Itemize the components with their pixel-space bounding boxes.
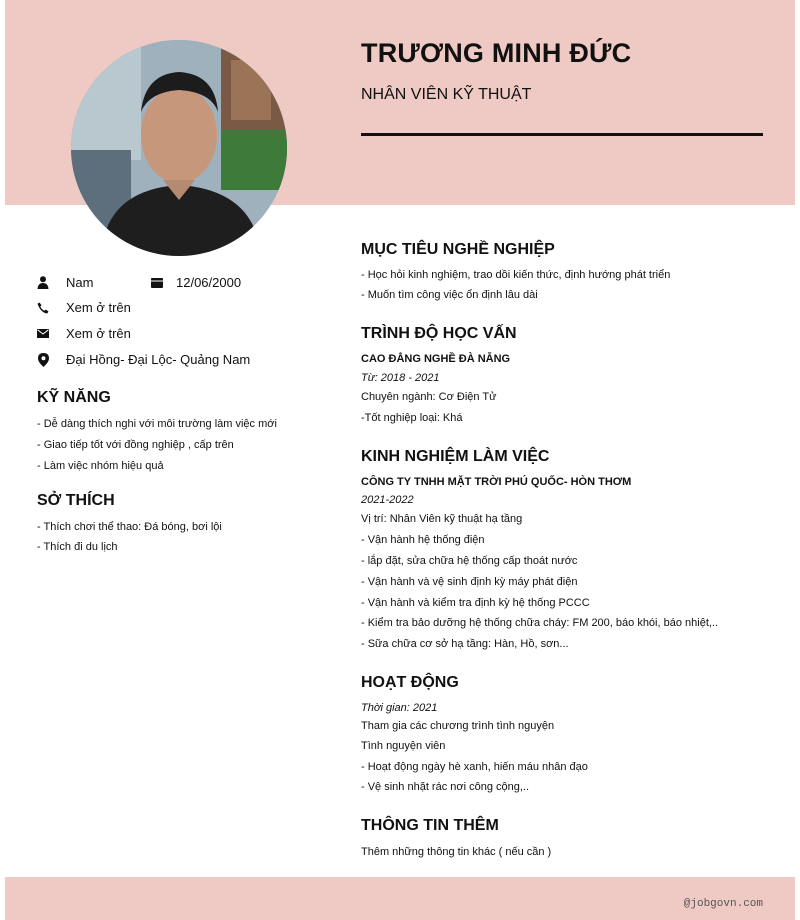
activity-item: - Hoạt động ngày hè xanh, hiến máu nhân đạo bbox=[361, 761, 588, 773]
activity-item: - Vệ sinh nhặt rác nơi công cộng,.. bbox=[361, 781, 530, 793]
header-divider bbox=[361, 133, 763, 136]
objective-title: MỤC TIÊU NGHỀ NGHIỆP bbox=[361, 241, 555, 258]
activity-item: Tình nguyện viên bbox=[361, 740, 446, 752]
watermark: @jobgovn.com bbox=[683, 898, 763, 910]
skill-item: - Giao tiếp tốt với đồng nghiệp , cấp trên bbox=[37, 439, 234, 451]
skill-item: - Làm việc nhóm hiệu quả bbox=[37, 460, 164, 472]
duty-item: - Vận hành hệ thống điện bbox=[361, 534, 485, 546]
duty-item: - Sữa chữa cơ sở hạ tầng: Hàn, Hồ, sơn... bbox=[361, 638, 569, 650]
skills-title: KỸ NĂNG bbox=[37, 389, 111, 406]
school-name: CAO ĐẲNG NGHỀ ĐÀ NẴNG bbox=[361, 353, 511, 365]
activities-period: Thời gian: 2021 bbox=[361, 702, 438, 714]
birthday-value: 12/06/2000 bbox=[176, 275, 242, 290]
email-value: Xem ở trên bbox=[66, 326, 131, 341]
education-title: TRÌNH ĐỘ HỌC VẤN bbox=[361, 325, 517, 342]
education-major: Chuyên ngành: Cơ Điện Tử bbox=[361, 391, 497, 403]
extra-info-text: Thêm những thông tin khác ( nếu cần ) bbox=[361, 846, 552, 858]
address-value: Đại Hồng- Đại Lộc- Quảng Nam bbox=[66, 352, 251, 367]
experience-position: Vị trí: Nhân Viên kỹ thuật hạ tầng bbox=[361, 513, 523, 525]
profile-photo bbox=[71, 40, 287, 256]
experience-title: KINH NGHIỆM LÀM VIỆC bbox=[361, 448, 550, 465]
skill-item: - Dễ dàng thích nghi với môi trường làm việc mới bbox=[37, 418, 277, 430]
birthday-row bbox=[150, 275, 241, 290]
duty-item: - Vận hành và kiểm tra định kỳ hệ thống PCCC bbox=[361, 597, 590, 609]
duty-item: - lắp đặt, sửa chữa hệ thống cấp thoát nước bbox=[361, 555, 578, 567]
map-pin-icon bbox=[36, 353, 50, 367]
education-period: Từ: 2018 - 2021 bbox=[361, 372, 440, 384]
gender-value: Nam bbox=[66, 275, 94, 290]
email-row bbox=[36, 326, 131, 341]
hobbies-title: SỞ THÍCH bbox=[37, 492, 115, 509]
job-title: NHÂN VIÊN KỸ THUẬT bbox=[361, 86, 532, 103]
calendar-icon bbox=[150, 276, 164, 290]
phone-value: Xem ở trên bbox=[66, 300, 131, 315]
company-name: CÔNG TY TNHH MẶT TRỜI PHÚ QUỐC- HÒN THƠM bbox=[361, 476, 632, 488]
duty-item: - Kiểm tra bảo dưỡng hệ thống chữa cháy: FM 200, báo khói, báo nhiệt,.. bbox=[361, 617, 719, 629]
phone-icon bbox=[36, 301, 50, 315]
activity-item: Tham gia các chương trình tình nguyện bbox=[361, 720, 555, 732]
footer-band bbox=[5, 877, 795, 920]
envelope-icon bbox=[36, 327, 50, 341]
phone-row bbox=[36, 300, 131, 315]
objective-item: - Học hỏi kinh nghiệm, trao dồi kiến thức, định hướng phát triển bbox=[361, 269, 671, 281]
extra-info-title: THÔNG TIN THÊM bbox=[361, 817, 499, 834]
education-grade: -Tốt nghiệp loại: Khá bbox=[361, 412, 463, 424]
person-icon bbox=[36, 276, 50, 290]
gender-row bbox=[36, 275, 93, 290]
address-row bbox=[36, 352, 250, 367]
candidate-name: TRƯƠNG MINH ĐỨC bbox=[361, 38, 632, 68]
hobby-item: - Thích đi du lịch bbox=[37, 541, 118, 553]
experience-period: 2021-2022 bbox=[361, 494, 414, 506]
objective-item: - Muốn tìm công việc ổn định lâu dài bbox=[361, 289, 538, 301]
duty-item: - Vận hành và vệ sinh định kỳ máy phát điện bbox=[361, 576, 578, 588]
hobby-item: - Thích chơi thể thao: Đá bóng, bơi lội bbox=[37, 521, 222, 533]
activities-title: HOẠT ĐỘNG bbox=[361, 674, 459, 691]
